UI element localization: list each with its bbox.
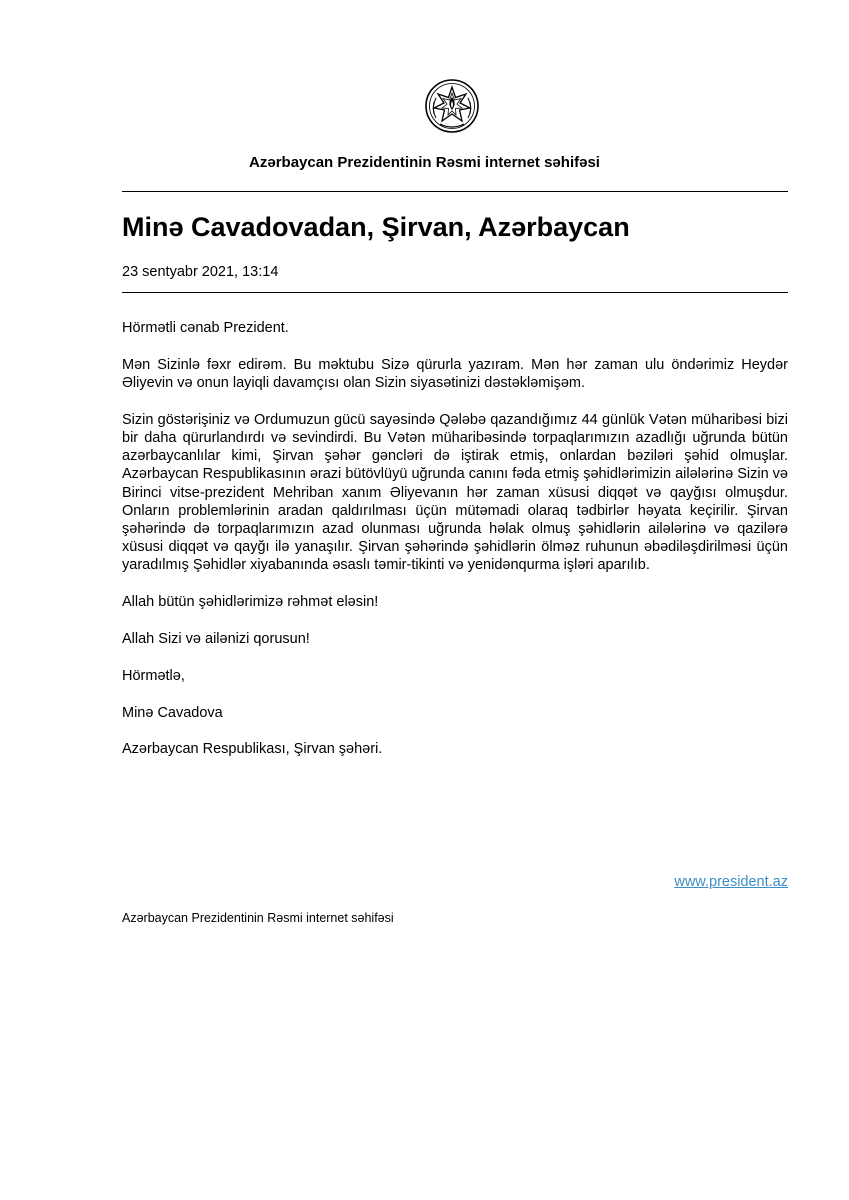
body-paragraph: Sizin göstərişiniz və Ordumuzun gücü sayəsində Qələbə qazandığımız 44 günlük Vətən müharibəsi bizi bir daha qürurlandırdı və sevindirdi. Bu Vətən müharibəsində torpaqlarımızın azadlığı uğrunda bütün azərbaycanlılar kimi, Şirvan şəhər gəncləri də iştirak etmiş, onlardan bəziləri şəhid olmuşlar. Azərbaycan Respublikasının ərazi bütövlüyü uğrunda canını fəda etmiş şəhidlərimizin ailələrinə Sizin və Birinci vitse-prezident Mehriban xanım Əliyevanın hər zaman xüsusi diqqət və qayğısı olmuşdur. Onların problemlərinin aradan qaldırılması üçün mütəmadi olaraq tədbirlər həyata keçirilir. Şirvan şəhərində də torpaqlarımızın azad olunması uğrunda həlak olmuş şəhidlərin ailələrinə və qazilərə xüsusi diqqət və qayğı ilə yanaşılır. Şirvan şəhərində şəhidlərin ölməz ruhunun əbədiləşdirilməsi üçün yaradılmış Şəhidlər xiyabanında əsaslı təmir-tikinti və yenidənqurma işləri aparılıb. xyxy=(122,411,788,574)
signature-name: Minə Cavadova xyxy=(122,704,223,721)
title-divider xyxy=(122,292,788,293)
body-paragraph: Mən Sizinlə fəxr edirəm. Bu məktubu Sizə qürurla yazıram. Mən hər zaman ulu öndərimiz Heydər Əliyevin və onun layiqli davamçısı olan Sizin siyasətinizi dəstəkləmişəm. xyxy=(122,356,788,391)
body-paragraph: Allah Sizi və ailənizi qorusun! xyxy=(122,631,310,648)
closing: Hörmətlə, xyxy=(122,667,185,684)
header-divider xyxy=(122,191,788,192)
footer-text: Azərbaycan Prezidentinin Rəsmi internet səhifəsi xyxy=(122,911,394,925)
letter-title: Minə Cavadovadan, Şirvan, Azərbaycan xyxy=(122,212,630,242)
site-title: Azərbaycan Prezidentinin Rəsmi internet səhifəsi xyxy=(249,154,600,171)
letter-date: 23 sentyabr 2021, 13:14 xyxy=(122,264,279,280)
azerbaijan-coat-of-arms-icon xyxy=(424,78,480,134)
letter-body xyxy=(122,319,788,777)
body-paragraph: Allah bütün şəhidlərimizə rəhmət eləsin! xyxy=(122,594,379,611)
signature-location: Azərbaycan Respublikası, Şirvan şəhəri. xyxy=(122,741,383,758)
president-site-link[interactable]: www.president.az xyxy=(674,874,788,890)
salutation: Hörmətli cənab Prezident. xyxy=(122,320,289,336)
